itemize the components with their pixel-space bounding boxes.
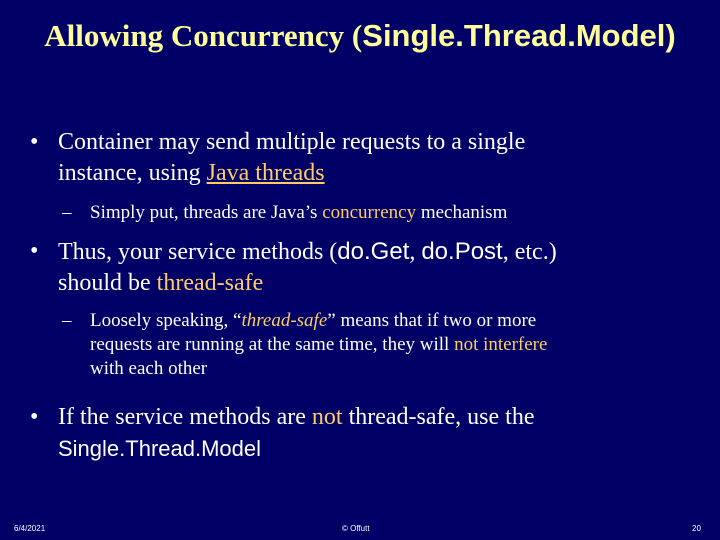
footer-page-number: 20 [692,524,701,533]
bullet-3-line1-pre: If the service methods are [58,404,312,430]
sub-1-pre: Simply put, threads are Java’s [90,202,323,223]
bullet-1-line1: Container may send multiple requests to a single [58,129,526,155]
bullet-2-sep: , [409,239,422,265]
code-dopost: do.Post [421,238,503,265]
sub-1-post: mechanism [416,202,508,223]
java-threads-link[interactable]: Java threads [206,160,325,186]
code-doget: do.Get [337,238,410,265]
sub-2-line1-pre: Loosely speaking, “ [90,310,242,331]
not-highlight: not [311,404,343,430]
sub-1-highlight: concurrency [322,202,417,223]
bullet-marker: • [30,129,39,155]
sub-2-line3: with each other [90,358,208,379]
footer-date: 6/4/2021 [14,524,46,533]
footer-copyright: © Offutt [342,524,370,533]
code-singlethreadmodel: Single.Thread.Model [58,436,262,461]
slide-title [0,18,720,54]
title-end: ) [665,18,676,53]
sub-2-highlight: not interfere [454,334,548,355]
bullet-1-line2-pre: instance, using [58,160,207,186]
sub-2-italic: thread-safe [241,310,328,331]
bullet-3-text [58,402,658,465]
sub-bullet-1-text [90,201,690,225]
bullet-2-line1-post: , etc.) [502,239,557,265]
title-main: Allowing Concurrency ( [44,18,363,53]
thread-safe-highlight: thread-safe [156,270,264,296]
sub-2-line1-post: ” means that if two or more [327,310,537,331]
bullet-2-text [58,236,658,299]
bullet-1-text [58,127,658,189]
bullet-3-line1-post: thread-safe, use the [342,404,535,430]
sub-bullet-2-text [90,309,690,381]
bullet-marker: • [30,404,39,430]
bullet-marker: • [30,238,39,264]
dash-marker: – [62,202,72,223]
sub-2-line2-pre: requests are running at the same time, they will [90,334,455,355]
dash-marker: – [62,310,72,331]
bullet-2-line2-pre: should be [58,270,157,296]
title-code: Single.Thread.Model [362,18,666,53]
bullet-2-line1-pre: Thus, your service methods ( [58,239,338,265]
